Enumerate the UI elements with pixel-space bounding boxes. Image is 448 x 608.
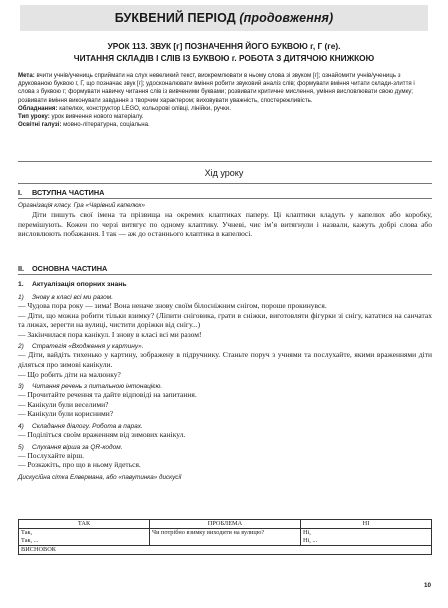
- table-header-no: НІ: [301, 520, 432, 529]
- lesson-title-line1: УРОК 113. ЗВУК [г] ПОЗНАЧЕННЯ ЙОГО БУКВОЮ г, Г (ге).: [107, 41, 341, 51]
- table-header-problem: ПРОБЛЕМА: [150, 520, 301, 529]
- section-2-body: [18, 281, 432, 481]
- step-line: — Послухайте вірш.: [18, 450, 85, 460]
- divider: [18, 161, 432, 162]
- meta-type: Тип уроку: урок вивчення нового матеріалу.: [18, 113, 144, 121]
- page-number: 10: [424, 582, 432, 589]
- step-line: — Що робить діти на малюнку?: [18, 369, 121, 379]
- step-1: 1) Знову в класі всі ми разом. — Чудова пора року — зима! Вона неначе знову своїм білосніжним снігом, пороше прокинувся. — Діти, що можна робити тільки взимку? (Ліпити сніговика, грати в сніжки, виготовляти фігурки зі снігу, кататися на санчатах та лижах, зерегти на вулиці, чистити доріжки від снігу...) — Закінчилася пора канікул. І знову в класі всі ми разом!: [18, 294, 432, 339]
- step-line: — Розкажіть, про що в ньому йдеться.: [18, 460, 141, 470]
- step-line: — Чудова пора року — зима! Вона неначе знову своїм білосніжним снігом, пороше прокинувся.: [18, 301, 327, 310]
- lesson-title-line2: ЧИТАННЯ СКЛАДІВ І СЛІВ ІЗ БУКВОЮ г. РОБОТА З ДИТЯЧОЮ КНИЖКОЮ: [73, 53, 375, 63]
- step-2: 2) Стратегія «Входження у картину». — Діти, вайдіть тихенько у картину, зображену в підручнику. Станьте поруч з учнями та послухайте, якими враженнями діти діляться про зимові канікули. — Що робить діти на малюнку?: [18, 343, 432, 379]
- table-cell-no: Ні, Ні, ...: [301, 529, 432, 546]
- step-4: 4) Складання діалогу. Робота в парах. — Поділіться своїм враженням від зимових канікул.: [18, 423, 432, 440]
- step-line: — Діти, вайдіть тихенько у картину, зображену в підручнику. Станьте поруч з учнями та послухайте, якими враженнями діти діляться про зимові канікули.: [18, 350, 432, 369]
- section-2-heading: II. ОСНОВНА ЧАСТИНА: [18, 264, 108, 273]
- header-title: БУКВЕНИЙ ПЕРІОД (продовження): [114, 11, 334, 25]
- table-cell-yes: Так, Так, ...: [19, 529, 150, 546]
- lesson-title: [20, 40, 428, 64]
- table-header-yes: ТАК: [19, 520, 150, 529]
- step-line: — Прочитайте речення та дайте відповіді на запитання.: [18, 390, 197, 400]
- table-cell-problem: Чи потрібно взимку виходити на вулицю?: [150, 529, 301, 546]
- subsection-title: 1. Актуалізація опорних знань: [18, 281, 127, 288]
- step-3: 3) Читання речень з питальною інтонацією. — Прочитайте речення та дайте відповіді на запитання. — Канікули були веселими? — Канікули були корисними?: [18, 383, 432, 419]
- discussion-table: [18, 519, 432, 555]
- section-1-heading: I. ВСТУПНА ЧАСТИНА: [18, 188, 105, 197]
- header-band: [20, 5, 428, 31]
- section-1-text: Діти пишуть свої імена та прізвища на окремих клаптиках паперу. Ці клаптики кладуть у капелюх або коробку, перемішують. Кожен по черзі витягує по одному клаптику. Учневі, чиє ім’я витягнули і назвали, кажуть добрі слова або висловлюють побажання. І так — аж до останнього клаптика в капелюсі.: [18, 210, 432, 239]
- meta-equipment: Обладнання: капелюх, конструктор LEGO, кольорові олівці, лінійки, ручки.: [18, 104, 231, 112]
- org-label: Організація класу. Гра «Чарівний капелюх»: [18, 202, 146, 209]
- step-line: — Канікули були веселими?: [18, 399, 109, 409]
- divider: [18, 198, 432, 199]
- step-line: — Діти, що можна робити тільки взимку? (Ліпити сніговика, грати в сніжки, виготовляти фігурки зі снігу, кататися на санчатах та лижах, зерегти на вулиці, чистити доріжки від снігу...): [18, 310, 432, 330]
- section-1-body: [18, 202, 432, 239]
- step-line: — Закінчилася пора канікул. І знову в класі всі ми разом!: [18, 329, 202, 339]
- step-line: — Канікули були корисними?: [18, 409, 114, 419]
- lesson-meta: [18, 72, 432, 129]
- course-heading: Хід уроку: [204, 168, 244, 178]
- divider: [18, 183, 432, 184]
- table-conclusion: ВИСНОВОК: [19, 546, 432, 555]
- table-caption: Дискусійна сітка Елвермана, або «павутинка» дискусії: [18, 473, 182, 481]
- meta-goal: Мета: вчити учнів/учениць сприймати на слух невеликий текст, виокремлювати в ньому слова зі звуком [г]; ознайомити учнів/учениць з друкованою буквою г, Г, що позначає звук [г]; удосконалювати вміння робити звуковий аналіз слів; формувати вміння читати склади-злиття і слова з буквою г; формувати навичку читання слів із вивченими буквами; розвивати критичне мислення, уміння висловлювати свою думку; розвивати вміння виконувати завдання з творчим характером; виховувати уважність, спостережливість.: [18, 72, 415, 104]
- meta-areas: Освітні галузі: мовно-літературна, соціальна.: [18, 121, 150, 129]
- divider: [18, 274, 432, 275]
- step-5: 5) Слухання вірша за QR-кодом. — Послухайте вірш. — Розкажіть, про що в ньому йдеться.: [18, 444, 432, 470]
- step-line: — Поділіться своїм враженням від зимових канікул.: [18, 429, 186, 439]
